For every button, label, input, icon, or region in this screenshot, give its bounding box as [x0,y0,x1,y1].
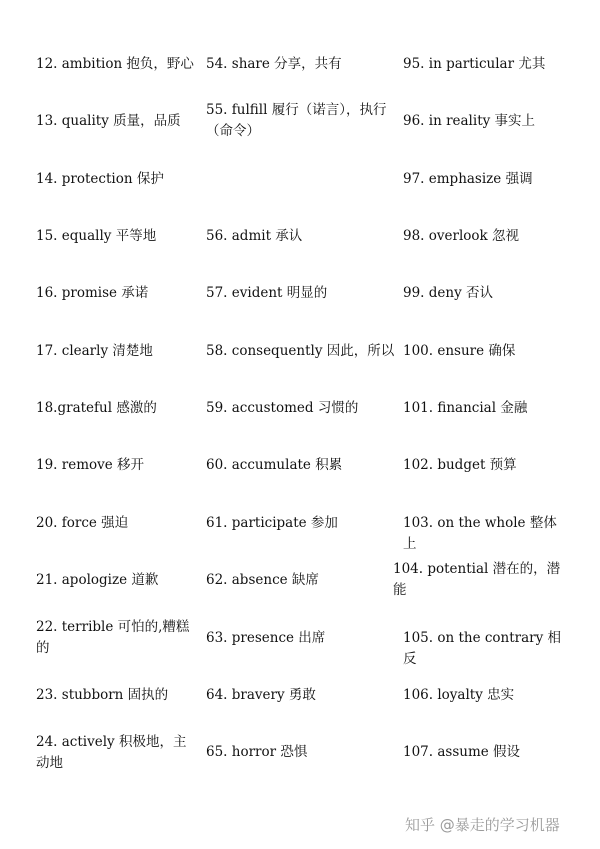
vocab-entry: 95. in particular 尤其 [403,56,546,72]
vocab-entry: 59. accustomed 习惯的 [206,400,359,416]
vocab-entry: 13. quality 质量，品质 [36,113,181,129]
vocab-entry: 54. share 分享，共有 [206,56,342,72]
vocab-entry: 19. remove 移开 [36,457,145,473]
vocab-entry: 55. fulfill 履行（诺言），执行（命令） [206,102,387,139]
vocab-entry: 65. horror 恐惧 [206,744,308,760]
vocab-entry: 15. equally 平等地 [36,228,157,244]
vocab-entry: 20. force 强迫 [36,515,129,531]
vocab-entry: 14. protection 保护 [36,171,164,187]
vocab-entry: 102. budget 预算 [403,457,517,473]
vocab-entry: 56. admit 承认 [206,228,303,244]
vocab-entry: 16. promise 承诺 [36,285,149,301]
vocab-entry: 98. overlook 忽视 [403,228,520,244]
vocab-entry: 61. participate 参加 [206,515,338,531]
vocab-entry: 96. in reality 事实上 [403,113,536,129]
vocab-entry: 60. accumulate 积累 [206,457,343,473]
vocab-entry: 18.grateful 感激的 [36,400,157,416]
vocab-entry: 58. consequently 因此，所以 [206,343,395,359]
vocab-entry: 17. clearly 清楚地 [36,343,153,359]
vocab-entry: 57. evident 明显的 [206,285,328,301]
vocab-entry: 106. loyalty 忠实 [403,687,515,703]
vocab-entry: 97. emphasize 强调 [403,171,533,187]
watermark: 知乎 @暴走的学习机器 [405,816,560,834]
vocab-entry: 12. ambition 抱负，野心 [36,56,194,72]
vocab-entry: 101. financial 金融 [403,400,528,416]
vocab-entry: 21. apologize 道歉 [36,572,159,588]
vocab-entry: 64. bravery 勇敢 [206,687,316,703]
vocab-entry: 103. on the whole 整体上 [403,515,557,552]
vocab-entry: 63. presence 出席 [206,630,326,646]
vocab-entry: 107. assume 假设 [403,744,521,760]
vocab-entry: 105. on the contrary 相反 [403,630,562,667]
vocab-entry: 22. terrible 可怕的,糟糕的 [36,619,190,656]
vocab-entry: 24. actively 积极地，主动地 [36,734,187,771]
vocab-entry: 104. potential 潜在的，潜能 [393,561,561,598]
vocab-entry: 100. ensure 确保 [403,343,516,359]
vocab-entry: 99. deny 否认 [403,285,494,301]
vocab-entry: 62. absence 缺席 [206,572,319,588]
vocab-entry: 23. stubborn 固执的 [36,687,169,703]
